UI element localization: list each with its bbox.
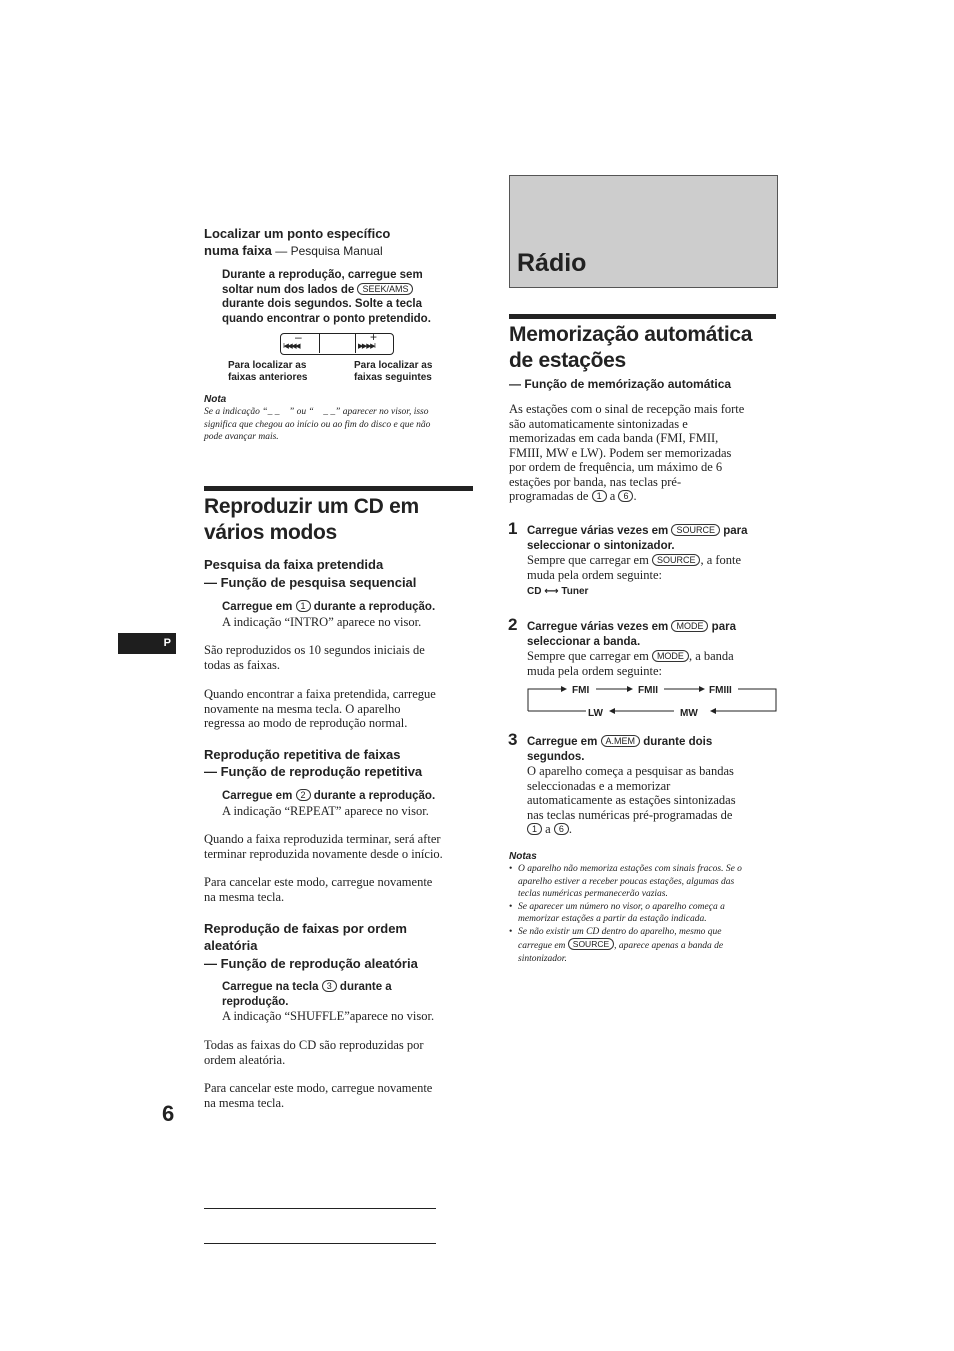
note-2-l1: • Se aparecer um número no visor, o aparelho começa a [518,901,725,912]
shuffle-instr-post: durante a [336,981,392,993]
intro-p2-l2: novamente na mesma tecla. O aparelho [204,701,401,716]
step3-end: . [568,822,572,836]
source-key-3: SOURCE [568,938,614,950]
language-tab-label: P [163,637,171,649]
step2-body-l2: muda pela ordem seguinte: [527,663,663,678]
step2-instr-l2: seleccionar a banda. [527,635,641,648]
mode-key-2: MODE [652,650,689,662]
note-3-l1: • Se não existir um CD dentro do aparelho, mesmo que [518,926,722,937]
note-1 [518,863,781,901]
memo-intro-l5: por ordem de frequência, um máximo de 6 [509,460,723,474]
seek-title-line2-rest: — Pesquisa Manual [271,244,383,258]
chapter-title: Rádio [517,249,587,277]
memo-title-l2: de estações [509,349,626,372]
seek-note-l2: significa que chegou ao início ou ao fim do disco e que não [204,419,431,430]
repeat-p1-l2: terminar reproduzida novamente desde o início. [204,846,443,861]
memo-title-l1: Memorização automática [509,323,753,346]
shuffle-instr-pre: Carregue na tecla [222,981,322,993]
step1-body-post: , a fonte [700,553,742,567]
intro-heading [204,556,474,591]
caption-next-l1: Para localizar as [354,360,433,371]
page-number: 6 [162,1101,175,1126]
shuffle-paragraph-1 [204,1038,476,1067]
step3-instr-l2: segundos. [527,750,585,763]
intro-title: Pesquisa da faixa pretendida [204,557,384,572]
source-key-2: SOURCE [652,554,701,566]
section-rule-modes [204,486,473,491]
step3-instr-pre: Carregue em [527,736,601,748]
note-1-l3: teclas numéricas permanecerão vazias. [518,889,668,899]
modes-title-l1: Reproduzir um CD em [204,495,419,518]
seek-instr-line3: durante dois segundos. Solte a tecla [222,298,423,310]
modes-title [204,494,474,546]
chapter-box [509,175,778,288]
memo-intro-l2: são automaticamente sintonizadas e [509,416,688,431]
memo-intro-l6: estações por banda, nas teclas pré- [509,474,682,489]
step1-body-pre: Sempre que carregar em [527,553,652,567]
memo-intro-l4: FMIII, MW e LW). Podem ser memorizadas [509,445,732,460]
section-rule-radio [509,314,776,319]
plus-label: + [370,330,378,344]
preset-key-6: 6 [618,490,633,502]
caption-previous-l1: Para localizar as [228,360,307,371]
seek-title [204,225,474,260]
seek-title-line2-bold: numa faixa [204,243,272,258]
note-3-pre: carregue em [518,941,568,951]
note-2-l2: memorizar estações a partir da estação indicada. [518,914,707,924]
step3-instr-post: durante dois [640,736,713,748]
language-tab [118,633,176,654]
shuffle-instruction [222,980,474,1024]
repeat-subtitle: — Função de reprodução repetitiva [204,764,423,779]
bidirectional-arrow-icon: ⟷ [544,586,559,597]
band-mw: MW [680,708,698,719]
seek-note-l1: Se a indicação “_ _ ” ou “ _ _” aparecer no visor, isso [204,407,429,417]
note-3-l3: sintonizador. [518,953,567,964]
preset-key-6b: 6 [554,823,569,835]
intro-paragraph-2 [204,687,476,731]
band-fmiii: FMIII [709,685,732,696]
radio-notes-list [509,863,781,965]
step3-a: a [542,822,554,836]
memo-intro-l7: programadas de [509,489,592,503]
note-2 [518,901,781,926]
seek-note-l3: pode avançar mais. [204,432,279,442]
seek-instructions [222,268,472,326]
caption-previous [228,360,348,384]
repeat-result: A indicação “REPEAT” aparece no visor. [222,803,429,818]
key-2: 2 [296,789,311,801]
band-lw: LW [588,708,603,719]
seek-section [204,225,474,260]
note-3 [518,926,781,966]
repeat-instruction [222,789,474,818]
shuffle-title-l2: aleatória [204,938,258,953]
intro-instr-pre: Carregue em [222,601,296,613]
step1-instr-l2: seleccionar o sintonizador. [527,539,675,552]
note-1-l2: aparelho estiver a receber poucas estações, algumas das [518,876,735,887]
step-1 [527,524,779,598]
intro-p1-l1: São reproduzidos os 10 segundos iniciais de [204,643,425,657]
footer-line-2 [204,1243,436,1244]
shuffle-p1-l2: ordem aleatória. [204,1052,286,1067]
seek-plus-half [355,330,394,353]
step3-body-l2: seleccionadas e a memorizar [527,778,671,793]
seq-cd: CD [527,586,542,597]
amem-key: A.MEM [601,735,641,747]
key-1: 1 [296,600,311,612]
footer-line-1 [204,1208,436,1209]
modes-title-l2: vários modos [204,521,337,544]
caption-next [354,360,474,384]
intro-p2-l3: regressa ao modo de reprodução normal. [204,716,408,730]
fast-forward-icon: ▶▶ ▶▶I [358,343,375,350]
shuffle-paragraph-2 [204,1081,476,1110]
intro-result: A indicação “INTRO” aparece no visor. [222,614,422,629]
intro-p1-l2: todas as faixas. [204,657,281,672]
step-2-number: 2 [508,615,518,634]
step-3-number: 3 [508,730,518,749]
band-cycle-diagram [526,680,778,720]
repeat-p2-l1: Para cancelar este modo, carregue novamente [204,875,433,889]
shuffle-instr-l2: reprodução. [222,995,289,1008]
memo-intro-l1: As estações com o sinal de recepção mais forte [509,402,745,416]
step3-body-l1: O aparelho começa a pesquisar as bandas [527,764,734,778]
step-3 [527,735,779,837]
shuffle-p2-l1: Para cancelar este modo, carregue novamente [204,1081,433,1095]
intro-paragraph-1 [204,643,476,672]
caption-previous-l2: faixas anteriores [228,372,308,383]
repeat-paragraph-1 [204,832,476,861]
step2-instr-post: para [708,621,736,633]
repeat-title: Reprodução repetitiva de faixas [204,747,401,762]
seek-minus-half [281,330,320,353]
mode-key: MODE [671,620,708,632]
shuffle-subtitle: — Função de reprodução aleatória [204,956,418,971]
seek-note-title: Nota [204,394,227,405]
rewind-icon: I◀◀◀◀ [283,343,299,350]
step1-instr-post: para [720,525,748,537]
note-3-post: , aparece apenas a banda de [614,941,724,951]
repeat-p2-l2: na mesma tecla. [204,889,285,904]
intro-p2-l1: Quando encontrar a faixa pretendida, carregue [204,687,436,701]
seek-ams-key: SEEK/AMS [357,283,413,295]
shuffle-title-l1: Reprodução de faixas por ordem [204,921,407,936]
repeat-paragraph-2 [204,875,476,904]
step2-body-pre: Sempre que carregar em [527,649,652,663]
memo-subtitle: — Função de memórização automática [509,377,732,391]
shuffle-p2-l2: na mesma tecla. [204,1095,285,1110]
step-2 [527,620,779,678]
caption-next-l2: faixas seguintes [354,372,432,383]
seek-instr-line1: Durante a reprodução, carregue sem [222,269,423,281]
seek-button-diagram [280,330,394,355]
step1-instr-pre: Carregue várias vezes em [527,525,672,537]
repeat-p1-l1: Quando a faixa reproduzida terminar, será after [204,832,441,846]
seek-instr-line2: soltar num dos lados de [222,283,358,296]
seek-instr-line4: quando encontrar o ponto pretendido. [222,312,431,325]
preset-key-1b: 1 [527,823,542,835]
radio-notes-title: Notas [509,851,537,862]
seek-title-line1: Localizar um ponto específico [204,226,391,241]
preset-key-1: 1 [592,490,607,502]
intro-instruction [222,600,474,629]
band-fmi: FMI [572,685,590,696]
radio-notes [509,851,781,965]
memo-intro-a: a [606,489,619,503]
step3-body-l4: nas teclas numéricas pré-programadas de [527,807,733,822]
step3-body-l3: automaticamente as estações sintonizadas [527,793,736,807]
intro-subtitle: — Função de pesquisa sequencial [204,575,417,590]
shuffle-result: A indicação “SHUFFLE”aparece no visor. [222,1009,435,1023]
step-1-number: 1 [508,519,518,538]
shuffle-p1-l1: Todas as faixas do CD são reproduzidas por [204,1038,424,1052]
key-3: 3 [322,980,337,992]
minus-label: – [295,330,302,344]
band-fmii: FMII [638,685,658,696]
memo-intro-l3: memorizadas em cada banda (FMI, FMII, [509,431,719,445]
intro-instr-post: durante a reprodução. [310,601,436,613]
step2-body-post: , a banda [688,649,734,663]
repeat-instr-pre: Carregue em [222,790,296,802]
seek-note [204,394,476,444]
source-key: SOURCE [671,524,720,536]
step1-body-l2: muda pela ordem seguinte: [527,567,663,582]
memo-intro-end: . [633,489,637,503]
memo-intro [509,402,781,504]
note-1-l1: • O aparelho não memoriza estações com sinais fracos. Se o [518,864,742,874]
step2-instr-pre: Carregue várias vezes em [527,621,672,633]
repeat-heading [204,746,474,780]
memo-title [509,322,779,374]
seq-tuner: Tuner [561,586,589,597]
shuffle-heading [204,920,474,972]
repeat-instr-post: durante a reprodução. [310,790,436,802]
